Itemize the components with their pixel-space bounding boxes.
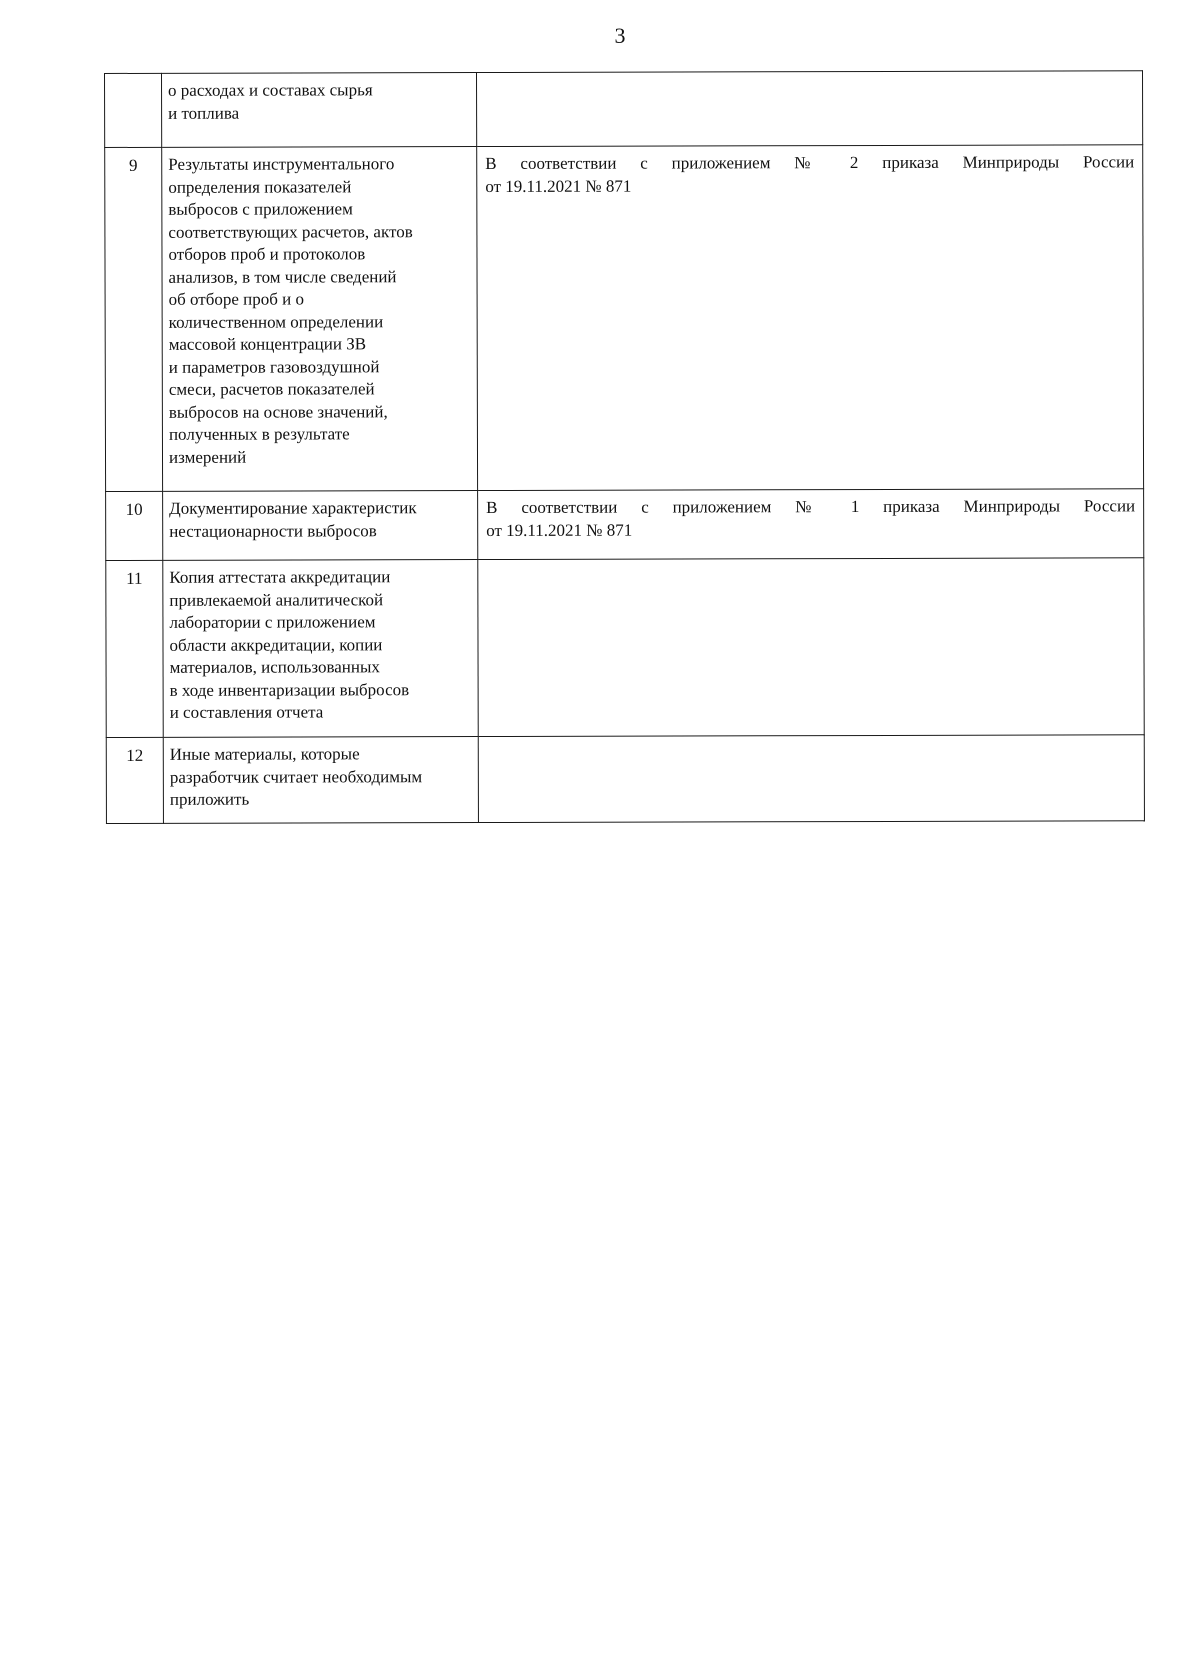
note-line: от 19.11.2021 № 871	[485, 176, 632, 196]
document-note	[477, 145, 1144, 491]
table-row	[105, 145, 1144, 492]
page-number: 3	[614, 23, 626, 48]
note-line	[487, 741, 1136, 743]
table-row	[106, 735, 1144, 824]
note-line	[486, 564, 1135, 566]
document-note	[478, 558, 1144, 737]
note-line: В соответствии с приложением № 2 приказа Минприроды России	[485, 152, 1135, 174]
document-note	[478, 489, 1144, 560]
document-note	[478, 735, 1144, 823]
table-row	[106, 489, 1144, 561]
note-line: от 19.11.2021 № 871	[486, 520, 633, 540]
note-line	[486, 564, 1135, 566]
document-name: Документирование характеристик нестационарности выбросов	[163, 491, 478, 561]
document-note	[477, 71, 1143, 147]
document-name: о расходах и составах сырья и топлива	[162, 73, 477, 148]
note-line	[485, 77, 1134, 79]
document-name: Иные материалы, которые разработчик считает необходимым приложить	[163, 737, 478, 824]
document-table	[104, 70, 1145, 824]
note-line	[485, 77, 1134, 79]
row-number: 10	[106, 491, 163, 560]
row-number: 11	[106, 560, 163, 737]
note-line: В соответствии с приложением № 1 приказа Минприроды России	[486, 496, 1136, 518]
table-row	[105, 71, 1143, 148]
table-row	[106, 558, 1144, 738]
document-name: Копия аттестата аккредитации привлекаемой аналитической лаборатории с приложением области аккредитации, копии материалов, использованных в ходе инвентаризации выбросов и составления отчета	[163, 560, 478, 738]
document-name: Результаты инструментального определения показателей выбросов с приложением соответствующих расчетов, актов отборов проб и протоколов анализов, в том числе сведений об отборе проб и о количественном определении массовой концентрации ЗВ и параметров газовоздушной смеси, расчетов показателей выбросов на основе значений, полученных в результате измерений	[162, 147, 478, 492]
row-number: 12	[106, 737, 163, 823]
note-line	[487, 741, 1136, 743]
row-number	[105, 73, 162, 147]
row-number: 9	[105, 147, 163, 491]
